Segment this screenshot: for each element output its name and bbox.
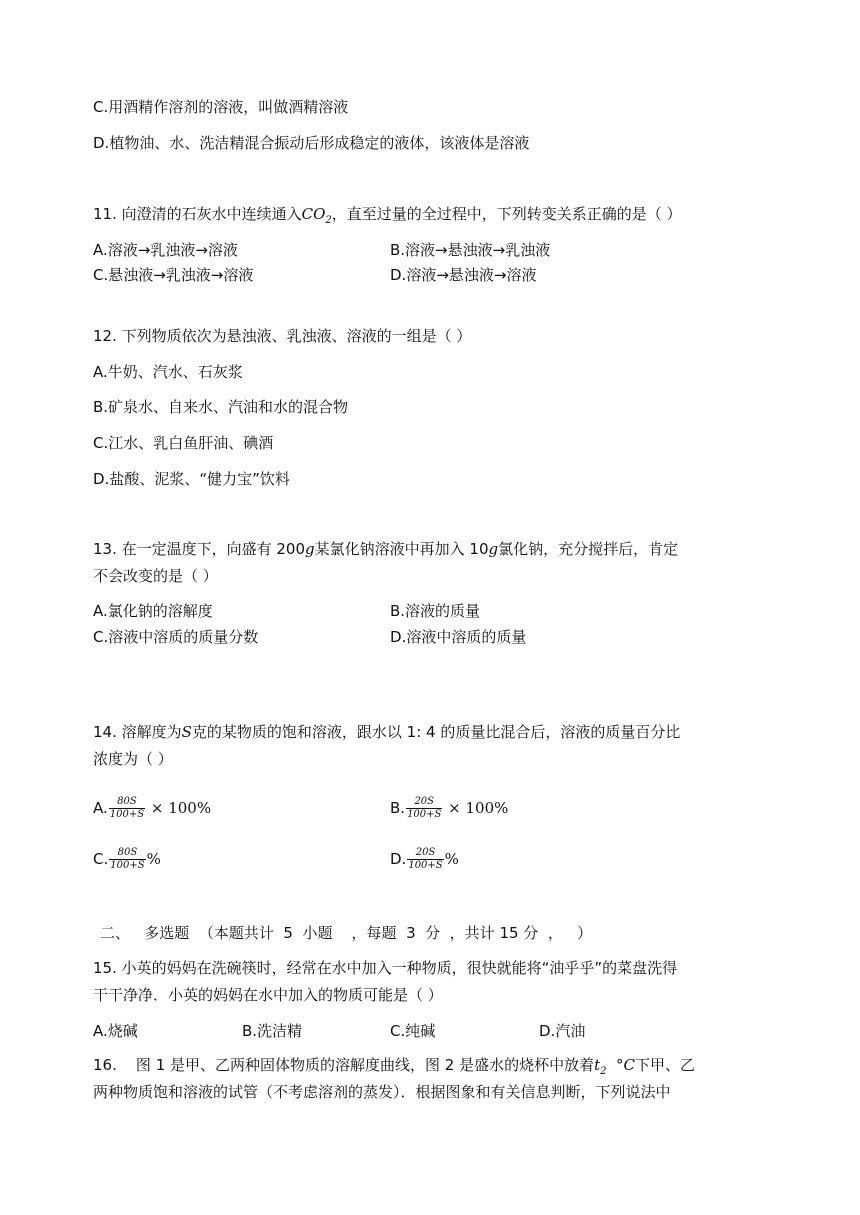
q15-option-d: D.汽油 [539,1022,586,1040]
variable-s: S [181,723,192,741]
fraction: $\frac{20S}{100+S}$ [408,847,443,871]
co2-formula: $CO_2$ [301,205,332,226]
q13-option-b: B.溶液的质量 [390,602,481,620]
unit-gram: g [488,540,499,558]
q12-stem: 12. 下列物质依次为悬浊液、乳浊液、溶液的一组是（ ） [93,327,472,345]
q11-option-c: C.悬浊液→乳浊液→溶液 [93,266,254,284]
q13-stem-line1: 13. 在一定温度下，向盛有 200g某氯化钠溶液中再加入 10g氯化钠，充分搅拌后，肯定 [93,540,679,558]
q12-option-b: B.矿泉水、自来水、汽油和水的混合物 [93,398,349,416]
q12-option-c: C.江水、乳白鱼肝油、碘酒 [93,434,274,452]
q12-option-d: D.盐酸、泥浆、“健力宝”饮料 [93,470,290,488]
q14-option-b: B. $\frac{20S}{100+S}$ × 100% [390,796,509,820]
temperature-symbol: $t_2$ [594,1056,607,1077]
q14-option-a: A. $\frac{80S}{100+S}$ × 100% [93,796,212,820]
q13-option-d: D.溶液中溶质的质量 [390,628,527,646]
q11-option-d: D.溶液→悬浊液→溶液 [390,266,537,284]
q15-option-a: A.烧碱 [93,1022,138,1040]
q11-option-a: A.溶液→乳浊液→溶液 [93,241,238,259]
q15-option-b: B.洗洁精 [242,1022,303,1040]
section-heading-multiple-choice: 二、 多选题 （本题共计 5 小题 ，每题 3 分 ，共计 15 分 ， ） [100,924,593,942]
q15-stem-line1: 15. 小英的妈妈在洗碗筷时，经常在水中加入一种物质，很快就能将“油乎乎”的菜盘洗得 [93,959,678,977]
fraction: $\frac{20S}{100+S}$ [407,796,442,820]
q10-option-c: C.用酒精作溶剂的溶液，叫做酒精溶液 [93,98,349,116]
q14-option-d: D. $\frac{20S}{100+S}$ % [390,847,459,871]
q13-option-a: A.氯化钠的溶解度 [93,602,213,620]
q12-option-a: A.牛奶、汽水、石灰浆 [93,363,243,381]
q11-option-b: B.溶液→悬浊液→乳浊液 [390,241,551,259]
unit-gram: g [305,540,315,558]
q11-stem: 11. 向澄清的石灰水中连续通入$CO_2$，直至过量的全过程中，下列转变关系正确的是（ ） [93,205,682,226]
q16-stem-line2: 两种物质饱和溶液的试管（不考虑溶剂的蒸发）．根据图象和有关信息判断，下列说法中 [93,1083,671,1101]
q13-option-c: C.溶液中溶质的质量分数 [93,628,259,646]
fraction: $\frac{80S}{100+S}$ [109,796,145,820]
q14-stem-line2: 浓度为（ ） [93,750,173,768]
q13-stem-line2: 不会改变的是（ ） [93,567,218,585]
q15-option-c: C.纯碱 [390,1022,436,1040]
q14-stem-line1: 14. 溶解度为S克的某物质的饱和溶液，跟水以 1: 4 的质量比混合后，溶液的质量百分比 [93,723,681,741]
q10-option-d: D.植物油、水、洗洁精混合振动后形成稳定的液体，该液体是溶液 [93,134,530,152]
q15-stem-line2: 干干净净．小英的妈妈在水中加入的物质可能是（ ） [93,986,443,1004]
q16-stem-line1: 16. 图 1 是甲、乙两种固体物质的溶解度曲线，图 2 是盛水的烧杯中放着$t_2$ °C下甲、乙 [93,1056,696,1077]
fraction: $\frac{80S}{100+S}$ [110,847,145,871]
q14-option-c: C. $\frac{80S}{100+S}$ % [93,847,161,871]
